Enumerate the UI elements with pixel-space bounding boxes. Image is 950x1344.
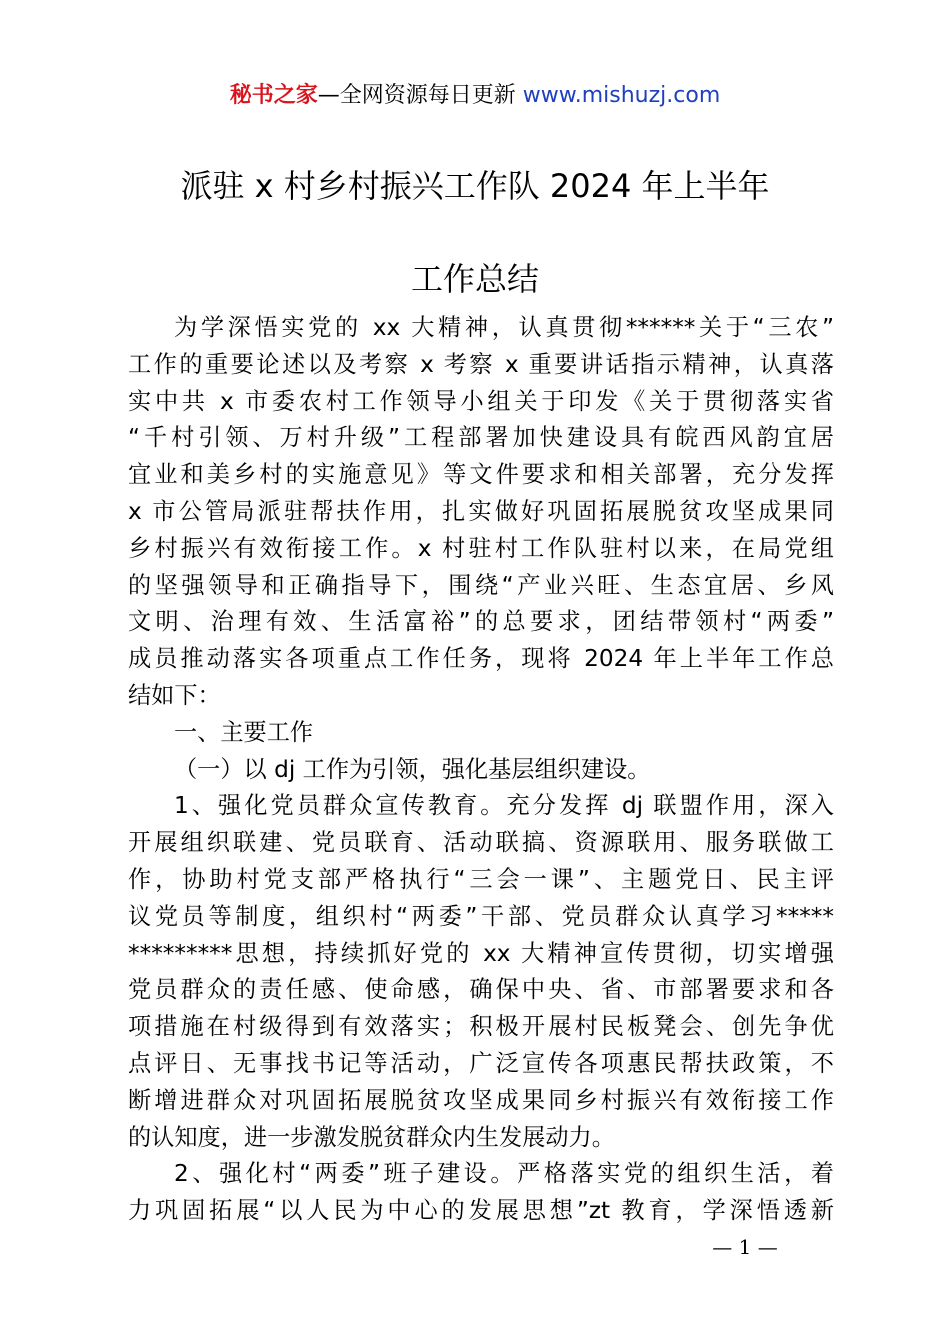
body-line: *********思想，持续抓好党的 xx 大精神宣传贯彻，切实增强 (128, 939, 834, 967)
body-line: 的认知度，进一步激发脱贫群众内生发展动力。 (128, 1123, 615, 1151)
body-line: 文明、治理有效、生活富裕”的总要求，团结带领村“两委” (128, 608, 834, 636)
body-line: 工作的重要论述以及考察 x 考察 x 重要讲话指示精神，认真落 (128, 350, 834, 378)
body-line: 为学深悟实党的 xx 大精神，认真贯彻******关于“三农” (174, 314, 834, 341)
body-line: 点评日、无事找书记等活动，广泛宣传各项惠民帮扶政策，不 (128, 1049, 834, 1077)
body-line: 成员推动落实各项重点工作任务，现将 2024 年上半年工作总 (128, 645, 834, 673)
body-line: 2、强化村“两委”班子建设。严格落实党的组织生活，着 (174, 1160, 834, 1188)
document-body (128, 310, 834, 1230)
body-line: 断增进群众对巩固拓展脱贫攻坚成果同乡村振兴有效衔接工作 (128, 1086, 834, 1114)
body-line: 项措施在村级得到有效落实；积极开展村民板凳会、创先争优 (128, 1013, 834, 1041)
body-line: 实中共 x 市委农村工作领导小组关于印发《关于贯彻落实省 (128, 387, 834, 415)
body-line: 作，协助村党支部严格执行“三会一课”、主题党日、民主评 (128, 865, 834, 893)
body-line: 乡村振兴有效衔接工作。x 村驻村工作队驻村以来，在局党组 (128, 534, 834, 562)
brand-name: 秘书之家 (229, 83, 318, 108)
site-url[interactable]: www.mishuzj.com (522, 83, 721, 108)
section-heading: 一、主要工作 (174, 718, 314, 746)
subsection-heading: （一）以 dj 工作为引领，强化基层组织建设。 (174, 755, 651, 783)
body-line: 开展组织联建、党员联育、活动联搞、资源联用、服务联做工 (128, 829, 834, 857)
body-line: 宜业和美乡村的实施意见》等文件要求和相关部署，充分发挥 (128, 461, 834, 489)
body-line: 的坚强领导和正确指导下，围绕“产业兴旺、生态宜居、乡风 (128, 571, 834, 599)
body-line: 党员群众的责任感、使命感，确保中央、省、市部署要求和各 (128, 976, 834, 1004)
body-line: 1、强化党员群众宣传教育。充分发挥 dj 联盟作用，深入 (174, 792, 834, 820)
document-title-line-1: 派驻 x 村乡村振兴工作队 2024 年上半年 (180, 167, 770, 205)
document-title-line-2: 工作总结 (410, 260, 539, 298)
body-line: “千村引领、万村升级”工程部署加快建设具有皖西风韵宜居 (128, 424, 834, 452)
body-line: 结如下： (128, 681, 221, 709)
body-line: 力巩固拓展“以人民为中心的发展思想”zt 教育，学深悟透新 (128, 1197, 834, 1225)
body-line: x 市公管局派驻帮扶作用，扎实做好巩固拓展脱贫攻坚成果同 (128, 497, 834, 525)
header-tagline: —全网资源每日更新 (317, 83, 523, 108)
body-line: 议党员等制度，组织村“两委”干部、党员群众认真学习***** (128, 902, 834, 930)
site-header (0, 80, 950, 112)
page-number: — 1 — (712, 1235, 778, 1259)
